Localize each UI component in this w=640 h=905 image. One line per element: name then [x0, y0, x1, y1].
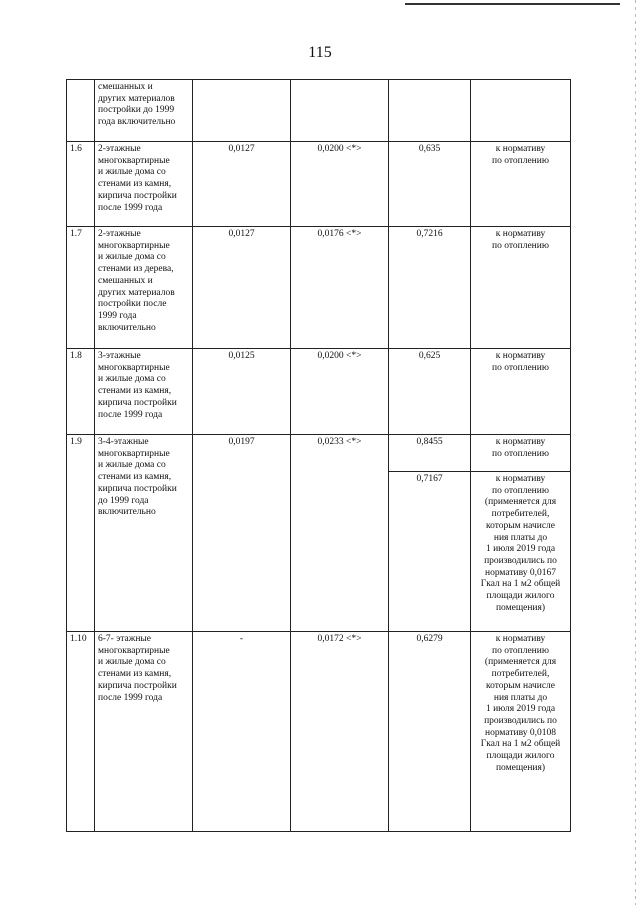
row-note: к нормативу по отоплению (применяется для потребителей, которым начисле ния платы до 1 июля 2019 года производились по нормативу 0,0108 Гкал на 1 м2 общей площади жилого помещения)	[471, 632, 571, 832]
row-number	[67, 80, 95, 142]
row-value-2: 0,0233 <*>	[291, 435, 389, 632]
row-note: к нормативу по отоплению	[471, 227, 571, 349]
row-value-1	[193, 80, 291, 142]
row-number: 1.10	[67, 632, 95, 832]
row-value-3: 0,625	[389, 349, 471, 435]
row-value-2: 0,0200 <*>	[291, 349, 389, 435]
scan-edge-mark	[405, 3, 620, 5]
table-row	[67, 435, 571, 472]
row-value-3	[389, 80, 471, 142]
row-note: к нормативу по отоплению	[471, 142, 571, 227]
row-value-3: 0,635	[389, 142, 471, 227]
scan-right-edge	[635, 0, 636, 905]
row-number: 1.9	[67, 435, 95, 632]
row-value-1: 0,0197	[193, 435, 291, 632]
row-value-1: 0,0127	[193, 142, 291, 227]
row-value-3: 0,7216	[389, 227, 471, 349]
row-note	[471, 80, 571, 142]
table-row	[67, 80, 571, 142]
row-value-1: 0,0125	[193, 349, 291, 435]
row-value-3: 0,8455	[389, 435, 471, 472]
row-description: 2-этажные многоквартирные и жилые дома со стенами из камня, кирпича постройки после 1999 года	[95, 142, 193, 227]
row-number: 1.6	[67, 142, 95, 227]
row-description: смешанных и других материалов постройки до 1999 года включительно	[95, 80, 193, 142]
table-row	[67, 227, 571, 349]
row-note: к нормативу по отоплению	[471, 349, 571, 435]
row-description: 3-4-этажные многоквартирные и жилые дома со стенами из камня, кирпича постройки до 1999 года включительно	[95, 435, 193, 632]
row-description: 2-этажные многоквартирные и жилые дома со стенами из дерева, смешанных и других материалов постройки после 1999 года включительно	[95, 227, 193, 349]
table-row	[67, 632, 571, 832]
table-row	[67, 142, 571, 227]
page-number: 115	[308, 44, 332, 61]
row-value-3: 0,7167	[389, 472, 471, 632]
row-value-2: 0,0200 <*>	[291, 142, 389, 227]
row-number: 1.7	[67, 227, 95, 349]
row-value-2	[291, 80, 389, 142]
row-value-1: 0,0127	[193, 227, 291, 349]
row-value-3: 0,6279	[389, 632, 471, 832]
row-description: 3-этажные многоквартирные и жилые дома со стенами из камня, кирпича постройки после 1999 года	[95, 349, 193, 435]
row-value-1: -	[193, 632, 291, 832]
row-description: 6-7- этажные многоквартирные и жилые дома со стенами из камня, кирпича постройки после 1999 года	[95, 632, 193, 832]
row-note: к нормативу по отоплению	[471, 435, 571, 472]
row-note: к нормативу по отоплению (применяется для потребителей, которым начисле ния платы до 1 июля 2019 года производились по нормативу 0,0167 Гкал на 1 м2 общей площади жилого помещения)	[471, 472, 571, 632]
row-value-2: 0,0172 <*>	[291, 632, 389, 832]
row-value-2: 0,0176 <*>	[291, 227, 389, 349]
row-number: 1.8	[67, 349, 95, 435]
table-row	[67, 349, 571, 435]
norms-table	[66, 79, 571, 832]
